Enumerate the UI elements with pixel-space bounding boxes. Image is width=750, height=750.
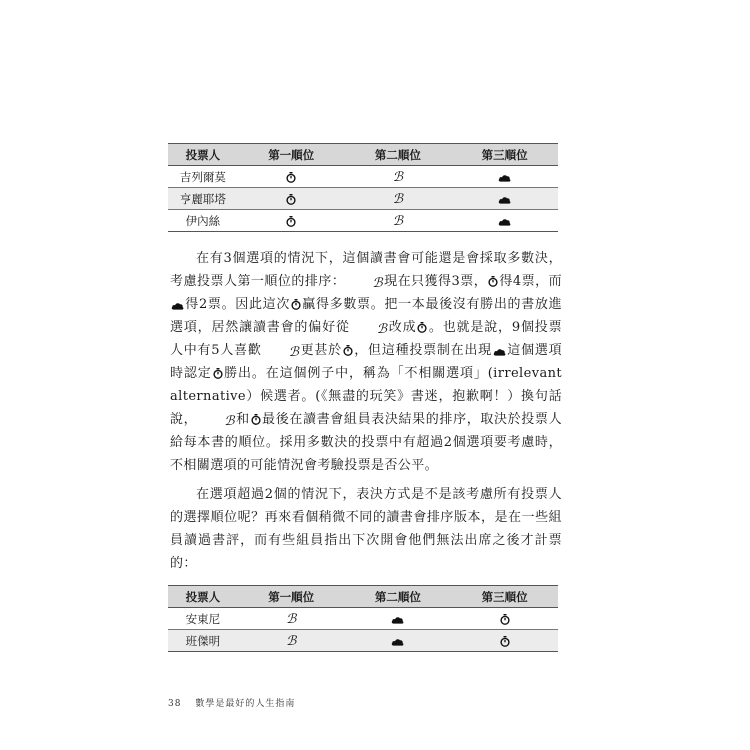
header-second-rank: 第二順位 [345, 586, 452, 608]
ballot-table-1 [168, 143, 558, 232]
rank-cell [451, 608, 558, 630]
voter-name: 吉列爾莫 [168, 166, 238, 188]
table-header-row [168, 144, 558, 166]
table-row [168, 630, 558, 652]
text-run: 。也就是說，9個投票人中有5人喜歡 [170, 320, 563, 358]
text-run: ，但這種投票制在出現 [353, 343, 492, 358]
timer-icon [291, 299, 301, 310]
table-row [168, 608, 558, 630]
rank-cell [238, 630, 345, 652]
b-icon: ℬ [392, 213, 404, 229]
text-run: 贏得多數票。把一本最後沒有勝出的書放進選項，居然讓讀書會的偏好從 [170, 297, 562, 335]
text-run: 最後在讀書會組員表決結果的排序，取決於投票人給每本書的順位。採用多數決的投票中有超過2個選項要考慮時，不相關選項的可能情況會考驗投票是否公平。 [170, 412, 562, 473]
header-voter: 投票人 [168, 144, 238, 166]
header-first-rank: 第一順位 [238, 586, 345, 608]
text-run: 這個選項時認定 [170, 343, 562, 381]
b-icon: ℬ [286, 611, 297, 627]
timer-icon [213, 368, 223, 379]
timer-icon [286, 216, 296, 227]
rank-cell [451, 166, 558, 188]
text-run: 得2票。因此這次 [185, 297, 291, 312]
table-header-row [168, 586, 558, 608]
rank-cell [345, 608, 452, 630]
rank-cell [238, 166, 345, 188]
table-row [168, 210, 558, 232]
cloud-icon [391, 615, 404, 624]
b-icon: ℬ [286, 633, 297, 649]
page-number: 38 [168, 699, 182, 709]
b-icon: ℬ [392, 169, 404, 185]
timer-icon [251, 414, 261, 425]
cloud-icon [498, 173, 511, 182]
voter-name: 班傑明 [168, 630, 238, 652]
cloud-icon [493, 347, 506, 356]
rank-cell [345, 166, 452, 188]
text-run: 得4票，而 [499, 274, 562, 289]
header-second-rank: 第二順位 [345, 144, 452, 166]
cloud-icon [171, 301, 184, 310]
rank-cell [345, 210, 452, 232]
b-icon: ℬ [392, 191, 404, 207]
rank-cell [238, 188, 345, 210]
table-row [168, 166, 558, 188]
cloud-icon [391, 637, 404, 646]
text-run: 更甚於 [300, 343, 342, 358]
timer-icon [343, 345, 353, 356]
text-run: 在有3個選項的情況下，這個讀書會可能還是會採取多數決，考慮投票人第一順位的排序： [170, 251, 562, 289]
text-run: 改成 [388, 320, 417, 335]
timer-icon [488, 276, 498, 287]
voter-name: 安東尼 [168, 608, 238, 630]
timer-icon [286, 194, 296, 205]
b-icon: ℬ [288, 345, 300, 360]
b-icon: ℬ [372, 276, 383, 291]
rank-cell [238, 210, 345, 232]
paragraph-1 [170, 247, 562, 477]
timer-icon [500, 636, 510, 647]
header-first-rank: 第一順位 [238, 144, 345, 166]
cloud-icon [498, 217, 511, 226]
voter-name: 伊內絲 [168, 210, 238, 232]
body-text [170, 247, 562, 575]
cloud-icon [498, 195, 511, 204]
ballot-table-2 [168, 585, 558, 652]
b-icon: ℬ [376, 322, 388, 337]
rank-cell [345, 630, 452, 652]
rank-cell [451, 188, 558, 210]
b-icon: ℬ [224, 414, 235, 429]
rank-cell [451, 210, 558, 232]
timer-icon [417, 322, 427, 333]
voter-name: 亨麗耶塔 [168, 188, 238, 210]
rank-cell [238, 608, 345, 630]
paragraph-2: 在選項超過2個的情況下，表決方式是不是該考慮所有投票人的選擇順位呢？再來看個稍微不同的讀書會排序版本，是在一些組員讀過書評，而有些組員指出下次開會他們無法出席之後才計票的： [170, 487, 562, 571]
rank-cell [345, 188, 452, 210]
text-run: 現在只獲得3票， [383, 274, 488, 289]
timer-icon [286, 172, 296, 183]
timer-icon [500, 614, 510, 625]
header-third-rank: 第三順位 [451, 586, 558, 608]
book-title: 數學是最好的人生指南 [195, 699, 296, 709]
header-voter: 投票人 [168, 586, 238, 608]
text-run: 和 [235, 412, 250, 427]
header-third-rank: 第三順位 [451, 144, 558, 166]
text-run: 勝出。在這個例子中，稱為「不相關選項」(irrelevant alternative）候選者。(《無盡的玩笑》書迷，抱歉啊！）換句話說， [170, 366, 562, 427]
table-row [168, 188, 558, 210]
rank-cell [451, 630, 558, 652]
page-footer [168, 696, 295, 709]
